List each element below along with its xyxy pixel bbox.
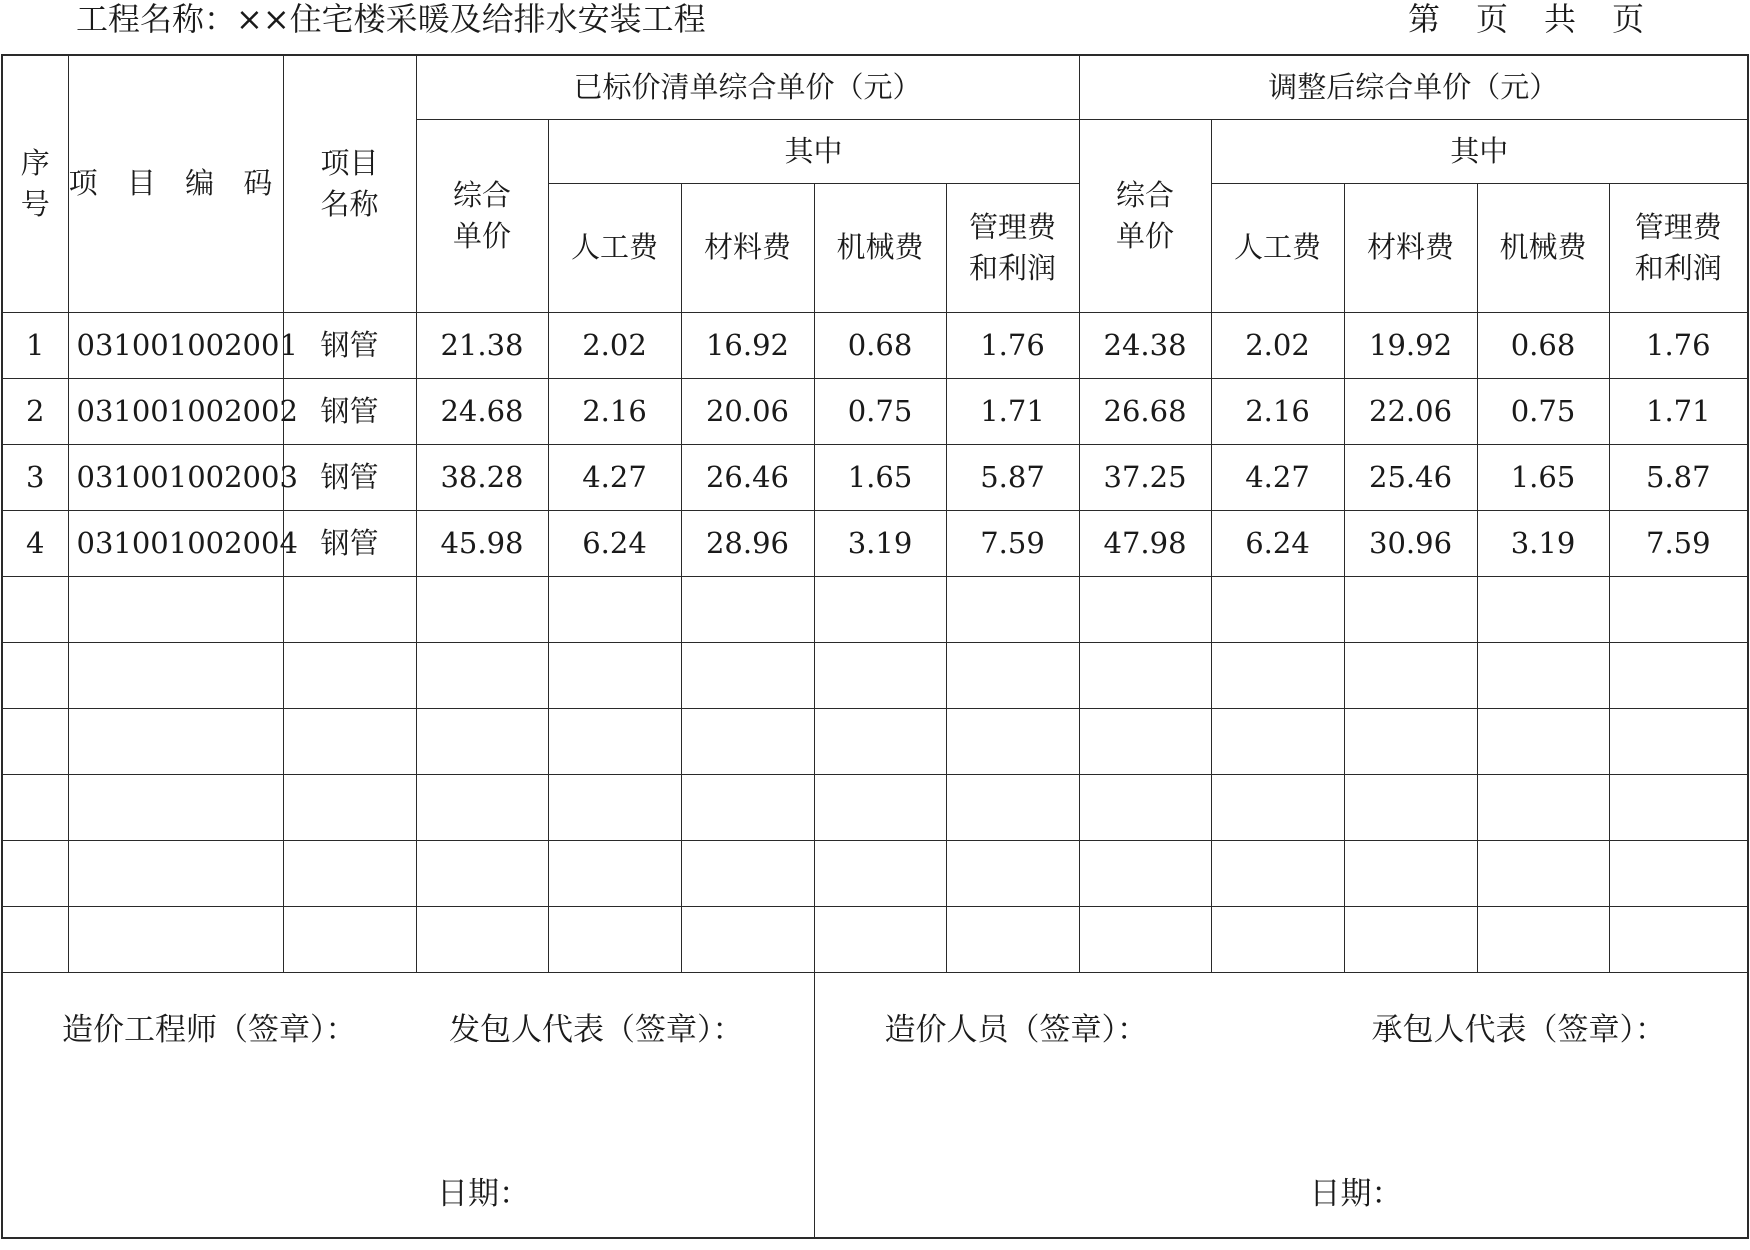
cell-bid-machine: 3.19 <box>814 510 946 576</box>
empty-cell <box>1211 774 1344 840</box>
bid-mgmt-header <box>946 183 1079 312</box>
adj-unit-price-header <box>1079 119 1211 312</box>
cell-adj-material: 30.96 <box>1344 510 1477 576</box>
empty-cell <box>1211 642 1344 708</box>
table-row <box>2 378 1748 444</box>
adj-of-which-header: 其中 <box>1211 119 1748 183</box>
empty-table-row <box>2 906 1748 972</box>
cell-adj-labor: 4.27 <box>1211 444 1344 510</box>
table-row <box>2 444 1748 510</box>
cell-adj-labor: 6.24 <box>1211 510 1344 576</box>
cell-adj-labor: 2.02 <box>1211 312 1344 378</box>
empty-cell <box>1211 840 1344 906</box>
cell-name: 钢管 <box>283 510 416 576</box>
page-word-3: 共 <box>1544 0 1579 38</box>
cell-adj-mgmt: 5.87 <box>1609 444 1748 510</box>
cell-adj-labor: 2.16 <box>1211 378 1344 444</box>
empty-cell <box>946 906 1079 972</box>
empty-cell <box>1477 576 1609 642</box>
adj-machine-header: 机械费 <box>1477 183 1609 312</box>
cell-code: 031001002003 <box>68 444 283 510</box>
cell-bid-labor: 4.27 <box>548 444 681 510</box>
empty-cell <box>814 774 946 840</box>
cell-bid-labor: 2.02 <box>548 312 681 378</box>
cell-bid-machine: 1.65 <box>814 444 946 510</box>
bid-group-header: 已标价清单综合单价（元） <box>416 55 1079 119</box>
empty-cell <box>681 708 814 774</box>
empty-cell <box>2 642 68 708</box>
adj-unit-price-label: 综合单价 <box>1116 177 1175 253</box>
cell-seq: 2 <box>2 378 68 444</box>
empty-cell <box>1079 840 1211 906</box>
cell-seq: 4 <box>2 510 68 576</box>
empty-cell <box>548 906 681 972</box>
signature-row <box>2 972 1748 1238</box>
empty-table-row <box>2 840 1748 906</box>
empty-cell <box>946 708 1079 774</box>
employer-rep-signature-label: 发包人代表（签章）： <box>449 1011 744 1048</box>
empty-cell <box>1344 642 1477 708</box>
empty-cell <box>946 840 1079 906</box>
cell-bid-mgmt: 5.87 <box>946 444 1079 510</box>
empty-cell <box>68 774 283 840</box>
empty-cell <box>681 642 814 708</box>
empty-table-row <box>2 708 1748 774</box>
cell-bid-unit-price: 24.68 <box>416 378 548 444</box>
empty-table-row <box>2 642 1748 708</box>
empty-cell <box>1609 774 1748 840</box>
empty-cell <box>2 906 68 972</box>
empty-cell <box>681 774 814 840</box>
col-seq-label: 序号 <box>20 146 50 221</box>
cell-adj-material: 25.46 <box>1344 444 1477 510</box>
header-row-1 <box>2 55 1748 119</box>
page-word-2: 页 <box>1476 0 1511 38</box>
empty-cell <box>681 840 814 906</box>
empty-cell <box>1344 708 1477 774</box>
employer-signature-block <box>2 972 814 1238</box>
cell-bid-material: 28.96 <box>681 510 814 576</box>
empty-cell <box>548 576 681 642</box>
empty-cell <box>814 708 946 774</box>
empty-cell <box>1344 906 1477 972</box>
cell-adj-machine: 0.75 <box>1477 378 1609 444</box>
cell-bid-mgmt: 1.71 <box>946 378 1079 444</box>
empty-cell <box>283 774 416 840</box>
cell-code: 031001002002 <box>68 378 283 444</box>
page-word-1: 第 <box>1408 0 1443 38</box>
cell-adj-unit-price: 47.98 <box>1079 510 1211 576</box>
empty-cell <box>416 840 548 906</box>
empty-cell <box>681 576 814 642</box>
empty-cell <box>1609 642 1748 708</box>
cell-seq: 3 <box>2 444 68 510</box>
empty-cell <box>68 840 283 906</box>
empty-cell <box>68 906 283 972</box>
project-name: 工程名称：××住宅楼采暖及给排水安装工程 <box>76 0 706 38</box>
empty-cell <box>416 642 548 708</box>
cell-adj-machine: 0.68 <box>1477 312 1609 378</box>
bid-labor-header: 人工费 <box>548 183 681 312</box>
empty-cell <box>814 576 946 642</box>
empty-cell <box>2 840 68 906</box>
adj-mgmt-header <box>1609 183 1748 312</box>
empty-table-row <box>2 576 1748 642</box>
empty-cell <box>1079 708 1211 774</box>
empty-cell <box>1477 840 1609 906</box>
unit-price-adjustment-table <box>1 54 1749 1239</box>
table-row <box>2 510 1748 576</box>
cell-bid-machine: 0.68 <box>814 312 946 378</box>
empty-cell <box>1609 906 1748 972</box>
bid-material-header: 材料费 <box>681 183 814 312</box>
empty-cell <box>283 906 416 972</box>
empty-cell <box>2 708 68 774</box>
cell-adj-mgmt: 1.71 <box>1609 378 1748 444</box>
cell-name: 钢管 <box>283 312 416 378</box>
empty-cell <box>283 642 416 708</box>
empty-cell <box>1609 576 1748 642</box>
empty-cell <box>946 642 1079 708</box>
empty-cell <box>283 840 416 906</box>
empty-cell <box>2 576 68 642</box>
bid-unit-price-label: 综合单价 <box>453 177 512 253</box>
cell-name: 钢管 <box>283 444 416 510</box>
empty-cell <box>681 906 814 972</box>
empty-cell <box>1609 708 1748 774</box>
adjusted-group-header: 调整后综合单价（元） <box>1079 55 1748 119</box>
contractor-signature-block <box>814 972 1748 1238</box>
cell-adj-unit-price: 26.68 <box>1079 378 1211 444</box>
cost-staff-signature-label: 造价人员（签章）： <box>884 1011 1148 1048</box>
empty-cell <box>946 576 1079 642</box>
bid-machine-header: 机械费 <box>814 183 946 312</box>
empty-cell <box>1477 708 1609 774</box>
contractor-rep-signature-label: 承包人代表（签章）： <box>1371 1011 1666 1048</box>
page-word-4: 页 <box>1612 0 1647 38</box>
empty-cell <box>1079 906 1211 972</box>
empty-cell <box>1079 774 1211 840</box>
empty-cell <box>946 774 1079 840</box>
empty-cell <box>1609 840 1748 906</box>
empty-cell <box>68 708 283 774</box>
cell-bid-mgmt: 7.59 <box>946 510 1079 576</box>
cell-adj-mgmt: 7.59 <box>1609 510 1748 576</box>
form-header <box>0 0 1750 54</box>
cell-adj-material: 22.06 <box>1344 378 1477 444</box>
empty-cell <box>814 642 946 708</box>
empty-cell <box>68 576 283 642</box>
adj-material-header: 材料费 <box>1344 183 1477 312</box>
cost-engineer-signature-label: 造价工程师（签章）： <box>62 1011 357 1048</box>
bid-unit-price-header <box>416 119 548 312</box>
cell-bid-material: 20.06 <box>681 378 814 444</box>
col-seq-header <box>2 55 68 312</box>
empty-cell <box>1344 774 1477 840</box>
empty-cell <box>1079 642 1211 708</box>
cell-bid-material: 26.46 <box>681 444 814 510</box>
bid-of-which-header: 其中 <box>548 119 1079 183</box>
empty-cell <box>1477 906 1609 972</box>
cell-adj-material: 19.92 <box>1344 312 1477 378</box>
cell-code: 031001002004 <box>68 510 283 576</box>
empty-cell <box>548 774 681 840</box>
empty-cell <box>548 708 681 774</box>
cell-bid-unit-price: 21.38 <box>416 312 548 378</box>
col-name-label: 项目名称 <box>320 146 379 221</box>
adj-mgmt-label: 管理费和利润 <box>1634 209 1722 285</box>
cell-name: 钢管 <box>283 378 416 444</box>
empty-cell <box>416 906 548 972</box>
table-row <box>2 312 1748 378</box>
cell-bid-unit-price: 45.98 <box>416 510 548 576</box>
cell-bid-labor: 6.24 <box>548 510 681 576</box>
empty-cell <box>1344 840 1477 906</box>
empty-cell <box>814 906 946 972</box>
adj-labor-header: 人工费 <box>1211 183 1344 312</box>
cell-code: 031001002001 <box>68 312 283 378</box>
bid-mgmt-label: 管理费和利润 <box>969 209 1057 285</box>
empty-cell <box>2 774 68 840</box>
empty-cell <box>1211 576 1344 642</box>
cell-adj-machine: 3.19 <box>1477 510 1609 576</box>
cell-adj-machine: 1.65 <box>1477 444 1609 510</box>
contractor-date-label: 日期： <box>1309 1175 1403 1212</box>
cell-adj-unit-price: 37.25 <box>1079 444 1211 510</box>
cell-adj-mgmt: 1.76 <box>1609 312 1748 378</box>
cell-bid-labor: 2.16 <box>548 378 681 444</box>
empty-cell <box>1211 906 1344 972</box>
empty-cell <box>283 708 416 774</box>
empty-cell <box>1211 708 1344 774</box>
cell-bid-machine: 0.75 <box>814 378 946 444</box>
cell-bid-material: 16.92 <box>681 312 814 378</box>
empty-cell <box>814 840 946 906</box>
empty-cell <box>416 708 548 774</box>
cell-bid-unit-price: 38.28 <box>416 444 548 510</box>
empty-cell <box>283 576 416 642</box>
empty-cell <box>68 642 283 708</box>
cell-adj-unit-price: 24.38 <box>1079 312 1211 378</box>
col-name-header <box>283 55 416 312</box>
empty-cell <box>416 774 548 840</box>
col-code-header: 项 目 编 码 <box>68 55 283 312</box>
empty-cell <box>1344 576 1477 642</box>
empty-cell <box>1079 576 1211 642</box>
cell-seq: 1 <box>2 312 68 378</box>
cell-bid-mgmt: 1.76 <box>946 312 1079 378</box>
employer-date-label: 日期： <box>437 1175 530 1212</box>
empty-cell <box>416 576 548 642</box>
page-counter <box>1408 0 1646 40</box>
empty-table-row <box>2 774 1748 840</box>
empty-cell <box>1477 642 1609 708</box>
empty-cell <box>548 642 681 708</box>
empty-cell <box>548 840 681 906</box>
empty-cell <box>1477 774 1609 840</box>
